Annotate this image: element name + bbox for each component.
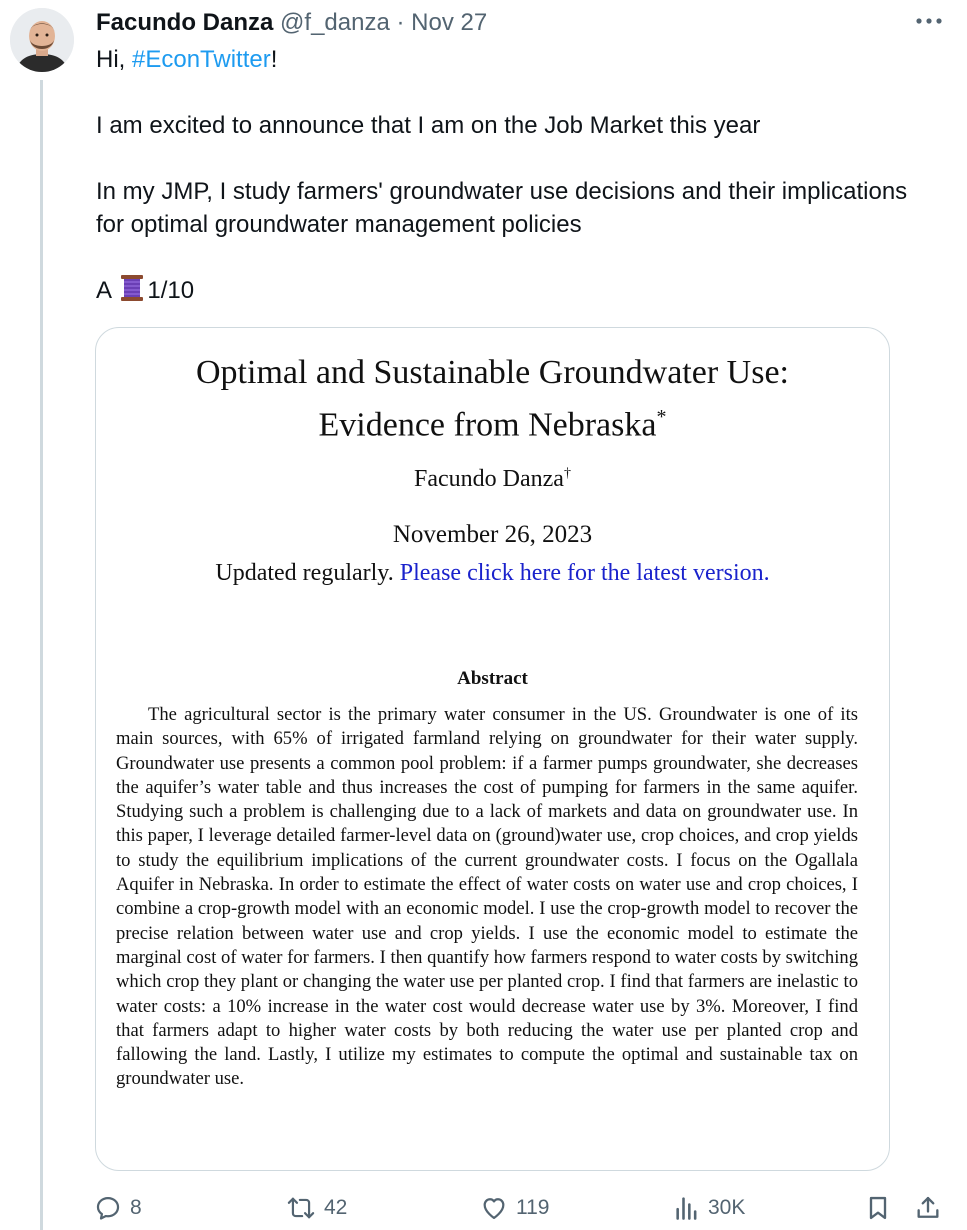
abstract-title: Abstract: [457, 668, 528, 689]
views-button[interactable]: [674, 1188, 745, 1228]
blank-line: [96, 142, 936, 175]
repost-icon: [286, 1194, 316, 1222]
bookmark-icon: [864, 1194, 892, 1222]
views-count: 30K: [708, 1196, 746, 1219]
reply-button[interactable]: [94, 1188, 142, 1228]
paper-title-line-1: Optimal and Sustainable Groundwater Use:: [196, 354, 789, 391]
share-button[interactable]: [914, 1188, 950, 1228]
avatar-photo: [10, 8, 74, 72]
paper-title-line-2-wrap: [96, 395, 889, 447]
paper-image-card[interactable]: [95, 327, 890, 1171]
title-footnote-mark: *: [656, 406, 667, 428]
repost-button[interactable]: [286, 1188, 347, 1228]
heart-icon: [480, 1194, 508, 1222]
paper-date: November 26, 2023: [392, 521, 593, 548]
tweet-actions: [94, 1188, 954, 1228]
avatar[interactable]: [10, 8, 74, 72]
share-icon: [914, 1194, 942, 1222]
more-icon: [916, 18, 942, 24]
tweet-date[interactable]: Nov 27: [411, 9, 488, 36]
thread-prefix: A: [96, 277, 111, 304]
thread-line: [40, 80, 43, 1230]
separator-dot: ·: [396, 9, 405, 36]
reply-icon: [94, 1194, 122, 1222]
blank-line: [96, 241, 936, 274]
thread-line-text: [96, 274, 936, 311]
updated-text: Updated regularly.: [215, 560, 394, 586]
paper-title-line-2: Evidence from Nebraska: [318, 406, 657, 444]
latest-version-link: Please click here for the latest version.: [399, 560, 770, 586]
paragraph-2: In my JMP, I study farmers' groundwater use decisions and their implications for optimal groundwater management policies: [96, 178, 908, 238]
paper-author-wrap: [96, 466, 889, 493]
greeting-line: [96, 43, 936, 76]
author-footnote-mark: †: [563, 466, 571, 481]
tweet-header: [96, 6, 487, 40]
more-options-button[interactable]: [913, 8, 945, 34]
like-button[interactable]: [480, 1188, 549, 1228]
paragraph-1: I am excited to announce that I am on the Job Market this year: [96, 112, 761, 139]
paper-updated-line: [96, 560, 889, 587]
abstract-body: The agricultural sector is the primary water consumer in the US. Groundwater is one of its main sources, with 65% of irrigated farmland relying on groundwater for their water supply. Groundwater use presents a common pool problem: if a farmer pumps groundwater, she decreases the aquifer’s water table and thus increases the cost of pumping for farmers in the same aquifer. Studying such a problem is challenging due to a lack of markets and data on groundwater use. In this paper, I leverage detailed farmer-level data on (ground)water use, crop choices, and crop yields to study the equilibrium implications of the current groundwater costs. I focus on the Ogallala Aquifer in Nebraska. In order to estimate the effect of water costs on water use and crop choices, I combine a crop-growth model with an economic model. I use the crop-growth model to recover the precise relation between water use and crop yields. I use the economic model to estimate the marginal cost of water for farmers. I then quantify how farmers respond to water costs by switching which crop they plant or changing the water use per planted crop. I find that farmers are inelastic to water costs: a 10% increase in the water cost would decrease water use by 3%. Moreover, I find that farmers adapt to higher water costs by both reducing the water use per planted crop and fallowing the land. Lastly, I utilize my estimates to compute the optimal and sustainable tax on groundwater use.: [116, 704, 858, 1090]
repost-count: 42: [324, 1196, 348, 1219]
paper-title: [96, 350, 889, 447]
greeting-prefix: Hi,: [96, 46, 132, 73]
author-handle[interactable]: @f_danza: [280, 9, 390, 36]
reply-count: 8: [130, 1196, 142, 1219]
tweet-text: [96, 43, 936, 311]
blank-line: [96, 76, 936, 109]
bookmark-button[interactable]: [864, 1188, 900, 1228]
views-chart-icon: [674, 1194, 700, 1222]
paper-author: Facundo Danza: [414, 466, 564, 492]
like-count: 119: [516, 1196, 550, 1219]
author-name[interactable]: Facundo Danza: [96, 9, 274, 36]
thread-count: 1/10: [147, 277, 195, 304]
spool-of-thread-icon: [119, 274, 145, 311]
hashtag-link[interactable]: #EconTwitter: [132, 46, 271, 73]
greeting-suffix: !: [270, 46, 278, 73]
